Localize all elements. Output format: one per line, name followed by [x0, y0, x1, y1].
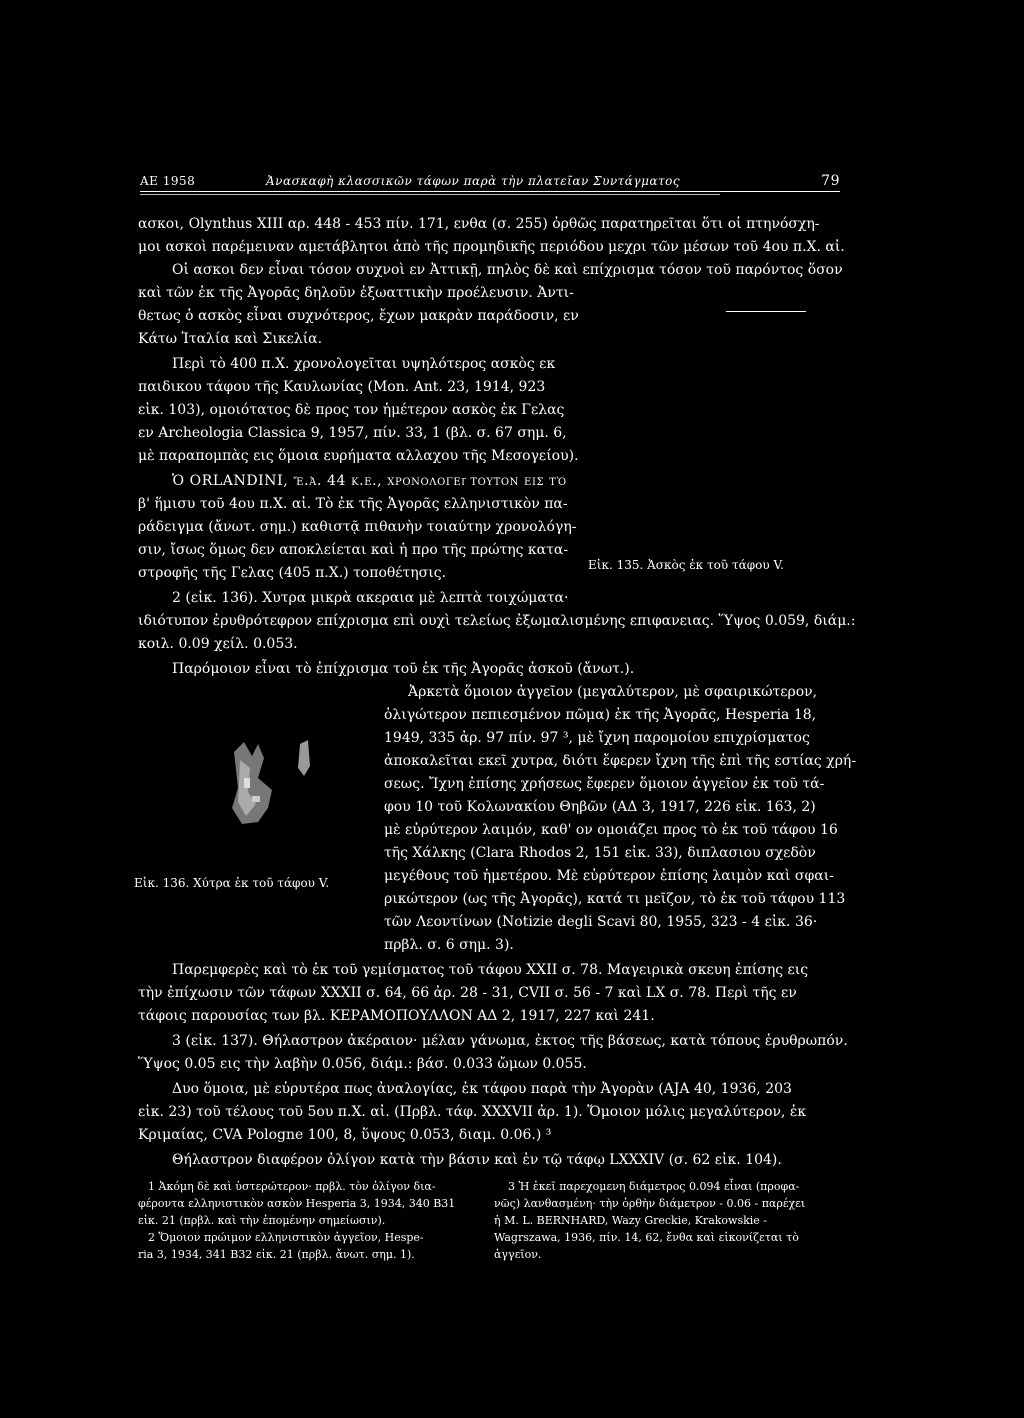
body-line: Ὕψος 0.05 εις τὴν λαβὴν 0.056, διάμ.: βάσ. 0.033 ὤμων 0.055. [138, 1056, 587, 1072]
body-line: ράδειγμα (ἄνωτ. σημ.) καθιστᾷ πιθανὴν τοιαύτην χρονολόγη- [138, 519, 577, 535]
body-line: σιν, ἴσως ὅμως δεν αποκλείεται καὶ ἡ προ τῆς πρώτης κατα- [138, 542, 569, 558]
body-line: ἀποκαλεῖται εκεῖ χυτρα, διότι ἔφερεν ἴχνη τῆς ἐπὶ τῆς εστίας χρή- [384, 753, 857, 769]
body-line: ρικώτερον (ως τῆς Ἀγορᾶς), κατά τι μεῖζον, τὸ ἐκ τοῦ τάφου 113 [384, 891, 846, 907]
footnote-line: ἡ M. L. BERNHARD, Wazy Greckie, Krakowskie - [494, 1214, 768, 1227]
body-line: Κάτω Ἰταλία καὶ Σικελία. [138, 331, 323, 347]
body-line: 2 (εἰκ. 136). Χυτρα μικρὰ ακεραια μὲ λεπτὰ τοιχώματα· [172, 590, 569, 606]
body-line: Ἀρκετὰ ὅμοιον ἀγγεῖον (μεγαλύτερον, μὲ σφαιρικώτερον, [408, 684, 818, 700]
footnote-line: νῶς) λανθασμένη· τὴν ὀρθὴν διάμετρον - 0.06 - παρέχει [494, 1197, 806, 1210]
journal-ref: ΑΕ 1958 [140, 174, 196, 188]
footnote-line: 2 Ὅμοιον πρώιμον ελληνιστικὸν ἀγγεῖον, Hespe- [148, 1231, 424, 1244]
figure-caption-136: Εἰκ. 136. Χύτρα ἐκ τοῦ τάφου V. [134, 876, 330, 890]
body-line: μὲ παραπομπὰς εις ὅμοια ευρήματα αλλαχου τῆς Μεσογείου). [138, 448, 579, 464]
body-line: τάφοις παρουσίας των βλ. ΚΕΡΑΜΟΠΟΥΛΛΟΝ ΑΔ 2, 1917, 227 καὶ 241. [138, 1008, 655, 1024]
body-line: σεως. Ἴχνη ἐπίσης χρήσεως ἔφερεν ὅμοιον ἀγγεῖον ἐκ τοῦ τά- [384, 776, 825, 792]
body-line: πρβλ. σ. 6 σημ. 3). [384, 937, 514, 953]
body-line: παιδικου τάφου τῆς Καυλωνίας (Mon. Ant. 23, 1914, 923 [138, 379, 546, 395]
body-line: θετως ὁ ασκὸς εἶναι συχνότερος, ἔχων μακρὰν παράδοσιν, εν [138, 308, 579, 324]
footnote-line: ria 3, 1934, 341 B32 εἰκ. 21 (πρβλ. ἄνωτ. σημ. 1). [138, 1248, 415, 1261]
body-line: μεγέθους τοῦ ἡμετέρου. Μὲ εὐρύτερον ἐπίσης λαιμὸν καὶ σφαι- [384, 868, 834, 884]
body-line: Δυο ὅμοια, μὲ εὐρυτέρα πως ἀναλογίας, ἐκ τάφου παρὰ τὴν Ἀγορὰν (AJA 40, 1936, 203 [172, 1081, 792, 1097]
figure-136-photo [228, 738, 338, 848]
body-line: β' ἥμισυ τοῦ 4ου π.Χ. αἰ. Τὸ ἐκ τῆς Ἀγορᾶς ελληνιστικὸν πα- [138, 496, 568, 512]
document-page [128, 158, 857, 1268]
body-line: ὀλιγώτερον πεπιεσμένον πῶμα) ἐκ τῆς Ἀγορᾶς, Hesperia 18, [384, 707, 817, 723]
header-rule-secondary [140, 194, 720, 195]
body-line: Κριμαίας, CVA Pologne 100, 8, ὕψους 0.053, διαμ. 0.06.) ³ [138, 1127, 552, 1143]
body-line: Οἱ ασκοι δεν εἶναι τόσον συχνοὶ εν Ἀττικῇ, πηλὸς δὲ καὶ επίχρισμα τόσον τοῦ παρόντος ὅσον [172, 262, 843, 278]
footnote-line: εἰκ. 21 (πρβλ. καὶ τὴν ἑπομένην σημείωσιν). [138, 1214, 386, 1227]
body-line: κοιλ. 0.09 χείλ. 0.053. [138, 636, 298, 652]
page-number: 79 [821, 173, 840, 189]
body-line: μὲ εὐρύτερον λαιμόν, καθ' ον ομοιάζει προς τὸ ἐκ τοῦ τάφου 16 [384, 822, 838, 838]
footnote-line: φέροντα ελληνιστικὸν ασκὸν Hesperia 3, 1934, 340 B31 [138, 1197, 456, 1210]
running-header [140, 170, 840, 192]
body-line: ιδιότυπον ἐρυθρότεφρον επίχρισμα επὶ ουχὶ τελείως ἐξωμαλισμένης επιφανειας. Ὕψος 0.059, διάμ.: [138, 613, 856, 629]
running-title: Ἀνασκαφὴ κλασσικῶν τάφων παρὰ τὴν πλατεῖαν Συντάγματος [266, 174, 681, 188]
footnote-line: ἀγγεῖον. [494, 1248, 542, 1261]
body-line: καὶ τῶν ἐκ τῆς Ἀγορᾶς δηλοῦν ἐξωαττικὴν προέλευσιν. Ἀντι- [138, 285, 574, 301]
body-line: στροφῆς τῆς Γελας (405 π.Χ.) τοποθέτησις. [138, 565, 447, 581]
body-line: 3 (εἰκ. 137). Θήλαστρον ἀκέραιον· μέλαν γάνωμα, ἐκτος τῆς βάσεως, κατὰ τόπους ἐρυθρωπόν. [172, 1033, 848, 1049]
body-line: Θήλαστρον διαφέρον ὀλίγον κατὰ τὴν βάσιν καὶ ἐν τῷ τάφῳ LXXXIV (σ. 62 εἰκ. 104). [172, 1152, 782, 1168]
header-rule [140, 191, 840, 192]
body-line: εν Archeologia Classica 9, 1957, πίν. 33, 1 (βλ. σ. 67 σημ. 6, [138, 425, 567, 441]
body-line: εἰκ. 23) τοῦ τέλους τοῦ 5ου π.Χ. αἰ. (Πρβλ. τάφ. XXXVII ἀρ. 1). Ὅμοιον μόλις μεγαλύτερον, ἐκ [138, 1104, 807, 1120]
footnote-line: 3 Ἡ ἐκεῖ παρεχομενη διάμετρος 0.094 εἶναι (προφα- [508, 1180, 800, 1193]
body-line: φου 10 τοῦ Κολωνακίου Θηβῶν (ΑΔ 3, 1917, 226 εἰκ. 163, 2) [384, 799, 816, 815]
body-line: τῶν Λεοντίνων (Notizie degli Scavi 80, 1955, 323 - 4 εἰκ. 36· [384, 914, 818, 930]
body-line: ασκοι, Olynthus XIII αρ. 448 - 453 πίν. 171, ενθα (σ. 255) ὀρθῶς παρατηρεῖται ὅτι οἱ πτηνόσχη- [138, 216, 820, 232]
body-line: τῆς Χάλκης (Clara Rhodos 2, 151 εἰκ. 33), διπλασιου σχεδὸν [384, 845, 816, 861]
body-line: 1949, 335 ἀρ. 97 πίν. 97 ³, μὲ ἴχνη παρομοίου επιχρίσματος [384, 730, 810, 746]
figure-caption-135: Εἰκ. 135. Ἀσκὸς ἐκ τοῦ τάφου V. [588, 558, 784, 572]
body-line: Παρόμοιον εἶναι τὸ ἐπίχρισμα τοῦ ἐκ τῆς Ἀγορᾶς ἀσκοῦ (ἄνωτ.). [172, 661, 635, 677]
figure-marker-rule [726, 311, 806, 312]
body-line: Ὁ ORLANDINI, ἔ.ἀ. 44 κ.ε., χρονολογεῖ τουτον εις τὸ [172, 473, 567, 489]
body-line: Περὶ τὸ 400 π.Χ. χρονολογεῖται υψηλότερος ασκὸς εκ [172, 356, 556, 372]
footnote-line: Wagrszawa, 1936, πίν. 14, 62, ἔνθα καὶ εἰκονίζεται τὸ [494, 1231, 799, 1244]
body-line: εἰκ. 103), ομοιότατος δὲ προς τον ἡμέτερον ασκὸς ἐκ Γελας [138, 402, 565, 418]
footnote-line: 1 Ἀκόμη δὲ καὶ ὑστερώτερον· πρβλ. τὸν ὀλίγον δια- [148, 1180, 436, 1193]
body-line: Παρεμφερὲς καὶ τὸ ἐκ τοῦ γεμίσματος τοῦ τάφου XXII σ. 78. Μαγειρικὰ σκευη ἐπίσης εις [172, 962, 809, 978]
body-line: μοι ασκοὶ παρέμειναν αμετάβλητοι ἀπὸ τῆς προμηδικῆς περιόδου μεχρι τῶν μέσων τοῦ 4ου π.Χ. αἰ. [138, 239, 845, 255]
body-line: τὴν ἐπίχωσιν τῶν τάφων XXXII σ. 64, 66 ἀρ. 28 - 31, CVII σ. 56 - 7 καὶ LX σ. 78. Περὶ τῆς εν [138, 985, 797, 1001]
